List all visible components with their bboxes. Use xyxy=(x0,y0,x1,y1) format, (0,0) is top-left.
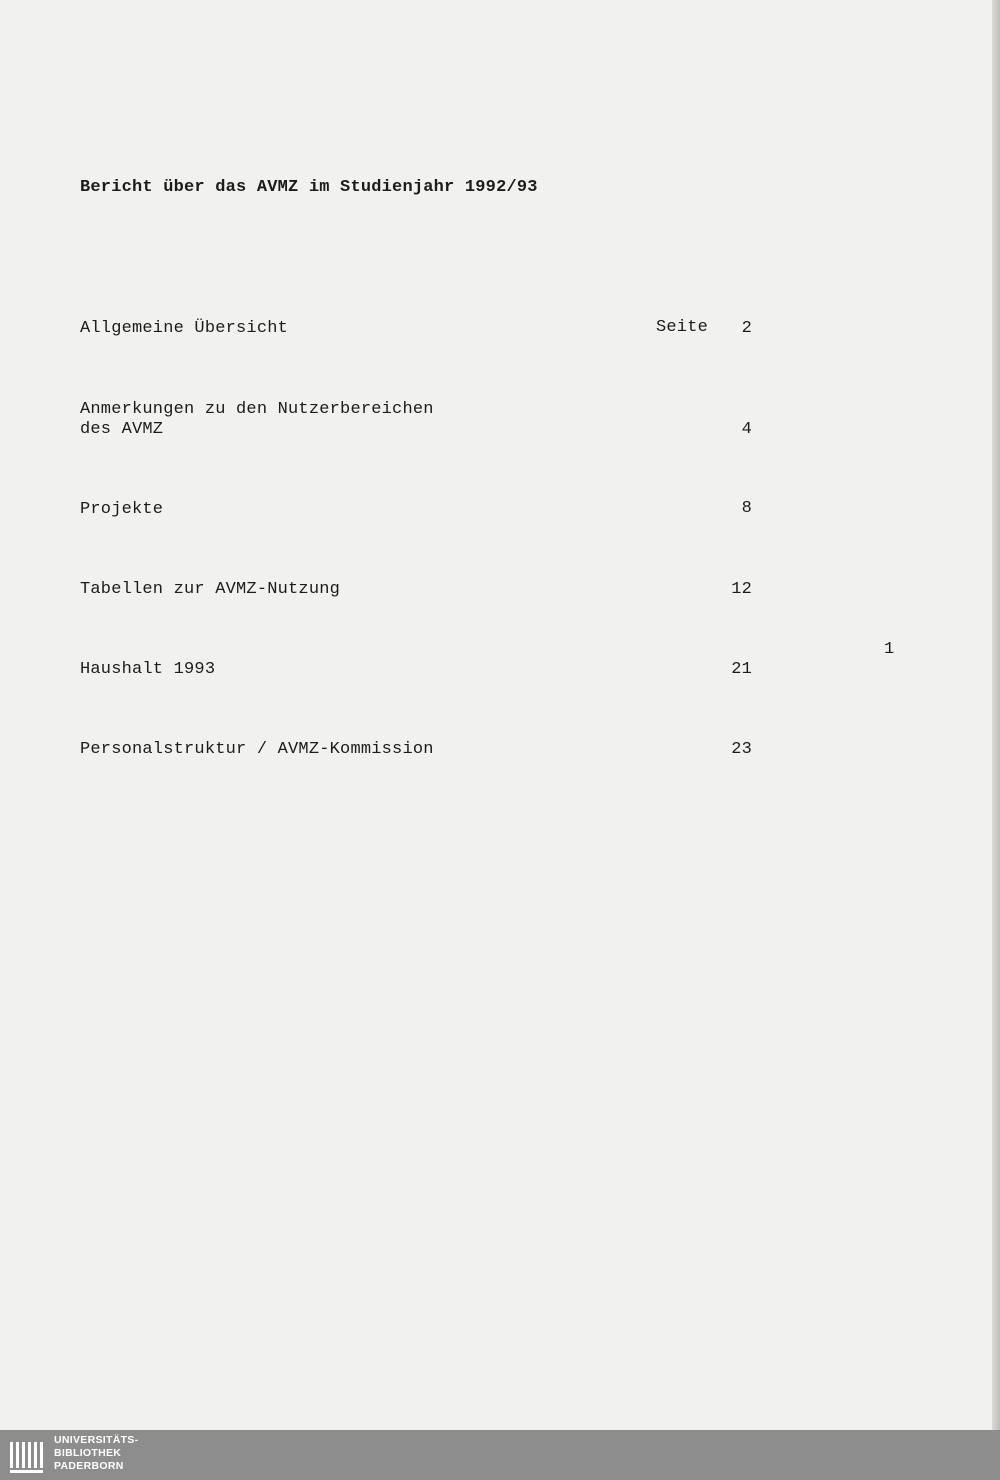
page-number: 1 xyxy=(884,640,895,659)
toc-item-page: 8 xyxy=(741,499,752,518)
toc-item-label: Projekte xyxy=(80,500,164,519)
library-logo-icon xyxy=(6,1434,48,1476)
document-title: Bericht über das AVMZ im Studienjahr 1992/93 xyxy=(80,178,538,197)
toc-item-label: Anmerkungen zu den Nutzerbereichen xyxy=(80,400,434,419)
toc-item-label: Allgemeine Übersicht xyxy=(80,319,289,338)
library-footer-bar xyxy=(0,1430,1000,1480)
toc-item-label-continued: des AVMZ xyxy=(80,420,164,439)
library-logo-text xyxy=(54,1434,138,1473)
toc-item-page: 4 xyxy=(741,420,752,439)
page-edge xyxy=(992,0,1000,1430)
toc-item-label: Tabellen zur AVMZ-Nutzung xyxy=(80,580,341,599)
logo-line: PADERBORN xyxy=(54,1460,124,1472)
toc-item-page: 23 xyxy=(731,740,752,759)
toc-item-label: Haushalt 1993 xyxy=(80,660,216,679)
toc-item-label: Personalstruktur / AVMZ-Kommission xyxy=(80,740,434,759)
logo-line: BIBLIOTHEK xyxy=(54,1447,122,1459)
logo-line: UNIVERSITÄTS- xyxy=(54,1434,139,1446)
page-column-label: Seite xyxy=(656,318,709,337)
toc-item-page: 2 xyxy=(741,319,752,338)
toc-item-page: 21 xyxy=(731,660,752,679)
toc-item-page: 12 xyxy=(731,580,752,599)
